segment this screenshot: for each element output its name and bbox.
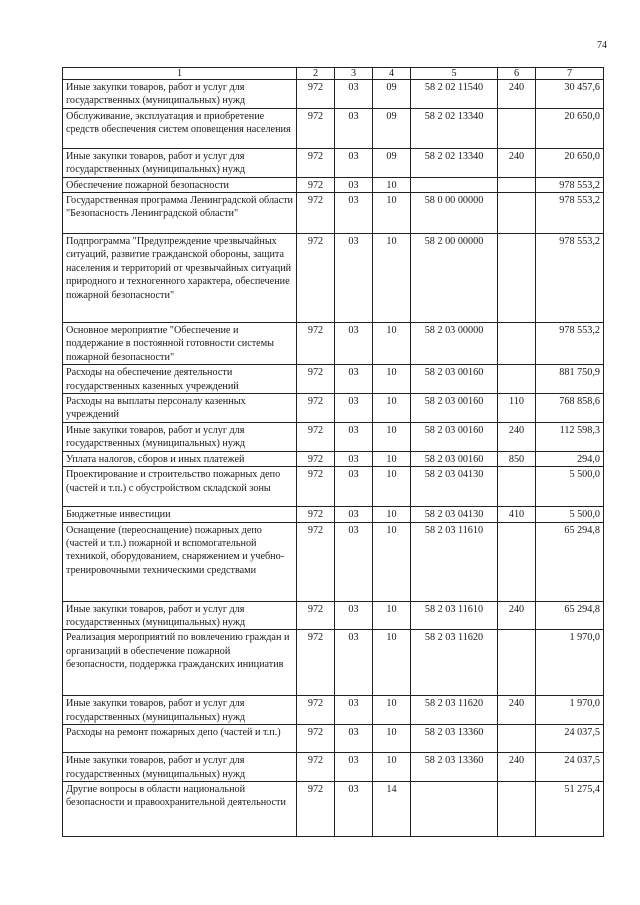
target-code: 58 2 03 11610 bbox=[411, 601, 498, 630]
section-code: 03 bbox=[335, 781, 373, 836]
table-row bbox=[63, 148, 604, 177]
section-code: 03 bbox=[335, 108, 373, 148]
target-code: 58 2 00 00000 bbox=[411, 234, 498, 323]
admin-code: 972 bbox=[297, 781, 335, 836]
subsection-code: 10 bbox=[373, 467, 411, 507]
admin-code: 972 bbox=[297, 522, 335, 601]
expense-code: 410 bbox=[498, 507, 536, 522]
target-code: 58 2 03 13360 bbox=[411, 753, 498, 782]
header-row bbox=[63, 68, 604, 80]
expense-code bbox=[498, 781, 536, 836]
expense-code bbox=[498, 177, 536, 192]
expense-code: 240 bbox=[498, 80, 536, 109]
target-code: 58 2 03 11620 bbox=[411, 696, 498, 725]
expense-code: 240 bbox=[498, 753, 536, 782]
amount: 51 275,4 bbox=[536, 781, 604, 836]
target-code: 58 2 03 00160 bbox=[411, 422, 498, 451]
table-row bbox=[63, 507, 604, 522]
table-row bbox=[63, 108, 604, 148]
row-name: Иные закупки товаров, работ и услуг для государственных (муниципальных) нужд bbox=[63, 148, 297, 177]
subsection-code: 10 bbox=[373, 234, 411, 323]
section-code: 03 bbox=[335, 323, 373, 365]
admin-code: 972 bbox=[297, 323, 335, 365]
row-name: Государственная программа Ленинградской области "Безопасность Ленинградской области" bbox=[63, 193, 297, 234]
table-row bbox=[63, 601, 604, 630]
admin-code: 972 bbox=[297, 177, 335, 192]
amount: 768 858,6 bbox=[536, 394, 604, 423]
amount: 1 970,0 bbox=[536, 630, 604, 696]
admin-code: 972 bbox=[297, 365, 335, 394]
amount: 5 500,0 bbox=[536, 467, 604, 507]
row-name: Иные закупки товаров, работ и услуг для государственных (муниципальных) нужд bbox=[63, 422, 297, 451]
expense-code bbox=[498, 725, 536, 753]
page-number: 74 bbox=[597, 40, 607, 51]
expense-code: 850 bbox=[498, 451, 536, 466]
amount: 112 598,3 bbox=[536, 422, 604, 451]
section-code: 03 bbox=[335, 365, 373, 394]
subsection-code: 10 bbox=[373, 422, 411, 451]
admin-code: 972 bbox=[297, 507, 335, 522]
table-row bbox=[63, 394, 604, 423]
section-code: 03 bbox=[335, 725, 373, 753]
column-header: 3 bbox=[335, 68, 373, 80]
target-code: 58 2 03 00160 bbox=[411, 451, 498, 466]
subsection-code: 10 bbox=[373, 177, 411, 192]
row-name: Подпрограмма "Предупреждение чрезвычайных ситуаций, развитие гражданской обороны, защита населения и территорий от чрезвычайных ситуаций природного и техногенного характера, обеспечение пожарной безопасности" bbox=[63, 234, 297, 323]
subsection-code: 10 bbox=[373, 696, 411, 725]
subsection-code: 09 bbox=[373, 80, 411, 109]
admin-code: 972 bbox=[297, 630, 335, 696]
row-name: Реализация мероприятий по вовлечению граждан и организаций в обеспечение пожарной безопасности, поддержка гражданских инициатив bbox=[63, 630, 297, 696]
amount: 978 553,2 bbox=[536, 177, 604, 192]
admin-code: 972 bbox=[297, 234, 335, 323]
section-code: 03 bbox=[335, 467, 373, 507]
expense-code bbox=[498, 467, 536, 507]
expense-code bbox=[498, 108, 536, 148]
admin-code: 972 bbox=[297, 753, 335, 782]
admin-code: 972 bbox=[297, 394, 335, 423]
admin-code: 972 bbox=[297, 80, 335, 109]
amount: 24 037,5 bbox=[536, 725, 604, 753]
target-code: 58 2 03 13360 bbox=[411, 725, 498, 753]
admin-code: 972 bbox=[297, 696, 335, 725]
amount: 978 553,2 bbox=[536, 193, 604, 234]
admin-code: 972 bbox=[297, 108, 335, 148]
expense-code bbox=[498, 522, 536, 601]
admin-code: 972 bbox=[297, 193, 335, 234]
row-name: Основное мероприятие "Обеспечение и поддержание в постоянной готовности системы пожарной безопасности" bbox=[63, 323, 297, 365]
row-name: Расходы на обеспечение деятельности государственных казенных учреждений bbox=[63, 365, 297, 394]
amount: 24 037,5 bbox=[536, 753, 604, 782]
amount: 20 650,0 bbox=[536, 148, 604, 177]
column-header: 5 bbox=[411, 68, 498, 80]
budget-table bbox=[62, 67, 604, 837]
amount: 20 650,0 bbox=[536, 108, 604, 148]
amount: 978 553,2 bbox=[536, 323, 604, 365]
subsection-code: 10 bbox=[373, 323, 411, 365]
section-code: 03 bbox=[335, 177, 373, 192]
amount: 65 294,8 bbox=[536, 601, 604, 630]
amount: 5 500,0 bbox=[536, 507, 604, 522]
section-code: 03 bbox=[335, 193, 373, 234]
section-code: 03 bbox=[335, 451, 373, 466]
expense-code: 240 bbox=[498, 696, 536, 725]
row-name: Расходы на ремонт пожарных депо (частей и т.п.) bbox=[63, 725, 297, 753]
table-row bbox=[63, 451, 604, 466]
target-code bbox=[411, 177, 498, 192]
row-name: Обслуживание, эксплуатация и приобретение средств обеспечения систем оповещения населения bbox=[63, 108, 297, 148]
expense-code: 240 bbox=[498, 422, 536, 451]
admin-code: 972 bbox=[297, 148, 335, 177]
table-row bbox=[63, 323, 604, 365]
subsection-code: 10 bbox=[373, 753, 411, 782]
section-code: 03 bbox=[335, 522, 373, 601]
column-header: 6 bbox=[498, 68, 536, 80]
admin-code: 972 bbox=[297, 725, 335, 753]
expense-code bbox=[498, 323, 536, 365]
table-row bbox=[63, 781, 604, 836]
table-body bbox=[63, 80, 604, 837]
admin-code: 972 bbox=[297, 467, 335, 507]
amount: 978 553,2 bbox=[536, 234, 604, 323]
target-code: 58 2 03 11610 bbox=[411, 522, 498, 601]
row-name: Иные закупки товаров, работ и услуг для государственных (муниципальных) нужд bbox=[63, 696, 297, 725]
target-code: 58 2 02 13340 bbox=[411, 148, 498, 177]
row-name: Другие вопросы в области национальной безопасности и правоохранительной деятельности bbox=[63, 781, 297, 836]
expense-code: 240 bbox=[498, 601, 536, 630]
target-code: 58 2 03 00160 bbox=[411, 394, 498, 423]
section-code: 03 bbox=[335, 80, 373, 109]
subsection-code: 09 bbox=[373, 108, 411, 148]
subsection-code: 10 bbox=[373, 365, 411, 394]
admin-code: 972 bbox=[297, 422, 335, 451]
amount: 881 750,9 bbox=[536, 365, 604, 394]
admin-code: 972 bbox=[297, 451, 335, 466]
subsection-code: 10 bbox=[373, 630, 411, 696]
column-header: 4 bbox=[373, 68, 411, 80]
amount: 294,0 bbox=[536, 451, 604, 466]
section-code: 03 bbox=[335, 630, 373, 696]
amount: 1 970,0 bbox=[536, 696, 604, 725]
target-code: 58 2 03 00160 bbox=[411, 365, 498, 394]
target-code: 58 2 03 04130 bbox=[411, 467, 498, 507]
section-code: 03 bbox=[335, 148, 373, 177]
table-row bbox=[63, 522, 604, 601]
table-row bbox=[63, 365, 604, 394]
expense-code bbox=[498, 630, 536, 696]
expense-code bbox=[498, 365, 536, 394]
section-code: 03 bbox=[335, 753, 373, 782]
table-row bbox=[63, 630, 604, 696]
admin-code: 972 bbox=[297, 601, 335, 630]
subsection-code: 14 bbox=[373, 781, 411, 836]
table-row bbox=[63, 193, 604, 234]
subsection-code: 09 bbox=[373, 148, 411, 177]
expense-code: 240 bbox=[498, 148, 536, 177]
subsection-code: 10 bbox=[373, 522, 411, 601]
target-code: 58 2 03 04130 bbox=[411, 507, 498, 522]
expense-code bbox=[498, 234, 536, 323]
row-name: Проектирование и строительство пожарных депо (частей и т.п.) с обустройством складской зоны bbox=[63, 467, 297, 507]
target-code: 58 0 00 00000 bbox=[411, 193, 498, 234]
amount: 65 294,8 bbox=[536, 522, 604, 601]
target-code: 58 2 02 13340 bbox=[411, 108, 498, 148]
row-name: Иные закупки товаров, работ и услуг для государственных (муниципальных) нужд bbox=[63, 753, 297, 782]
table-row bbox=[63, 234, 604, 323]
row-name: Оснащение (переоснащение) пожарных депо (частей и т.п.) пожарной и вспомогательной техникой, оборудованием, снаряжением и учебно-тренировочными техническими средствами bbox=[63, 522, 297, 601]
subsection-code: 10 bbox=[373, 507, 411, 522]
column-header: 1 bbox=[63, 68, 297, 80]
target-code: 58 2 02 11540 bbox=[411, 80, 498, 109]
table-row bbox=[63, 177, 604, 192]
row-name: Уплата налогов, сборов и иных платежей bbox=[63, 451, 297, 466]
section-code: 03 bbox=[335, 507, 373, 522]
subsection-code: 10 bbox=[373, 725, 411, 753]
row-name: Бюджетные инвестиции bbox=[63, 507, 297, 522]
section-code: 03 bbox=[335, 422, 373, 451]
section-code: 03 bbox=[335, 601, 373, 630]
target-code bbox=[411, 781, 498, 836]
row-name: Иные закупки товаров, работ и услуг для государственных (муниципальных) нужд bbox=[63, 601, 297, 630]
table-row bbox=[63, 725, 604, 753]
subsection-code: 10 bbox=[373, 601, 411, 630]
target-code: 58 2 03 11620 bbox=[411, 630, 498, 696]
target-code: 58 2 03 00000 bbox=[411, 323, 498, 365]
subsection-code: 10 bbox=[373, 394, 411, 423]
row-name: Обеспечение пожарной безопасности bbox=[63, 177, 297, 192]
subsection-code: 10 bbox=[373, 451, 411, 466]
row-name: Расходы на выплаты персоналу казенных учреждений bbox=[63, 394, 297, 423]
table-row bbox=[63, 753, 604, 782]
section-code: 03 bbox=[335, 394, 373, 423]
expense-code bbox=[498, 193, 536, 234]
table-row bbox=[63, 422, 604, 451]
section-code: 03 bbox=[335, 234, 373, 323]
subsection-code: 10 bbox=[373, 193, 411, 234]
amount: 30 457,6 bbox=[536, 80, 604, 109]
table-row bbox=[63, 696, 604, 725]
row-name: Иные закупки товаров, работ и услуг для государственных (муниципальных) нужд bbox=[63, 80, 297, 109]
table-row bbox=[63, 467, 604, 507]
column-header: 7 bbox=[536, 68, 604, 80]
expense-code: 110 bbox=[498, 394, 536, 423]
column-header: 2 bbox=[297, 68, 335, 80]
section-code: 03 bbox=[335, 696, 373, 725]
table-row bbox=[63, 80, 604, 109]
